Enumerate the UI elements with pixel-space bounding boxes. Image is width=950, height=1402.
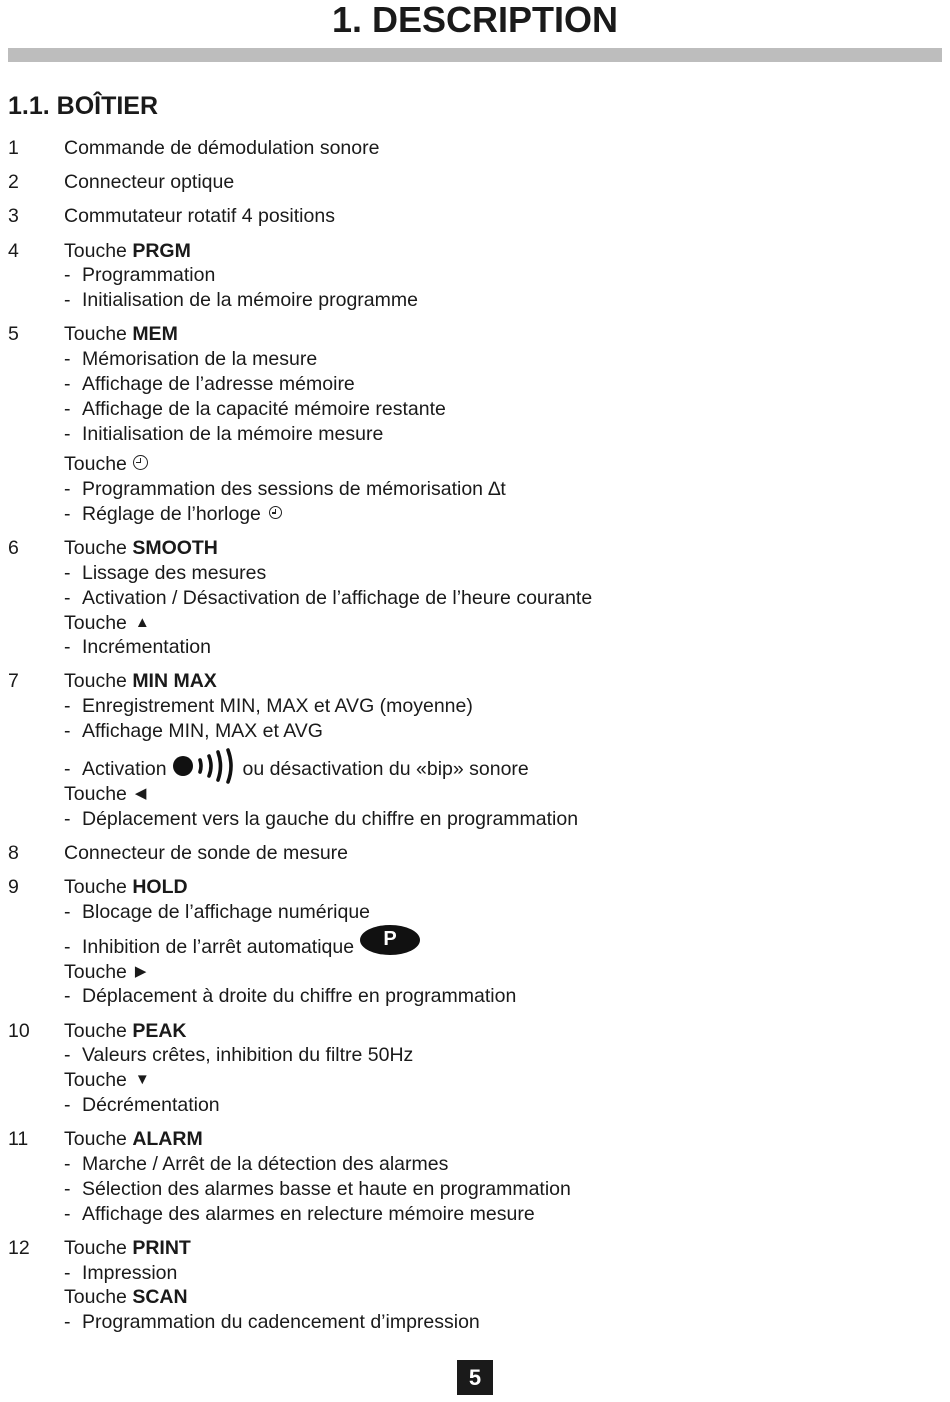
item-number: 1	[8, 137, 19, 159]
page-title: 1. DESCRIPTION	[331, 0, 619, 40]
item-heading: Touche PEAK	[64, 1019, 187, 1042]
item-text: Commutateur rotatif 4 positions	[64, 205, 335, 228]
list-item	[8, 669, 938, 831]
sub-item: - Lissage des mesures	[64, 561, 267, 584]
key-name: SMOOTH	[132, 537, 218, 560]
list-item	[8, 204, 938, 229]
clock-icon	[269, 506, 282, 519]
sub-item: - Réglage de l’horloge	[64, 502, 282, 527]
key-name: HOLD	[132, 876, 188, 899]
sub-item: - Marche / Arrêt de la détection des alarmes	[64, 1153, 449, 1175]
list-item	[8, 239, 938, 313]
sub-item: - Décrémentation	[64, 1094, 220, 1117]
list-item	[8, 322, 938, 526]
list-item	[8, 875, 938, 1009]
title-divider	[8, 48, 942, 62]
item-heading: Touche	[64, 452, 148, 477]
sub-item: - Programmation	[64, 264, 216, 287]
sub-item: - Initialisation de la mémoire mesure	[64, 422, 384, 445]
triangle-right-icon: ▶	[134, 962, 147, 980]
clock-icon	[133, 455, 148, 470]
sub-item: - Activation / Désactivation de l’affichage de l’heure courante	[64, 586, 593, 609]
item-heading: Touche SCAN	[64, 1286, 188, 1309]
list-item	[8, 1236, 938, 1335]
component-list	[8, 136, 938, 1335]
item-heading: Touche SMOOTH	[64, 537, 218, 560]
triangle-down-icon: ▼	[134, 1071, 150, 1089]
sub-item: - Affichage des alarmes en relecture mémoire mesure	[64, 1202, 535, 1225]
triangle-left-icon: ◀	[134, 784, 147, 802]
item-heading: Touche ◀	[64, 782, 147, 805]
item-heading: Touche ALARM	[64, 1128, 203, 1151]
item-heading: Touche HOLD	[64, 876, 188, 899]
sub-item: - Sélection des alarmes basse et haute en programmation	[64, 1177, 571, 1200]
item-text: Connecteur optique	[64, 171, 235, 194]
sub-item: - Affichage de l’adresse mémoire	[64, 372, 355, 395]
item-heading: Touche ▶	[64, 960, 147, 983]
key-name: MIN MAX	[132, 670, 217, 693]
sub-item: - Mémorisation de la mesure	[64, 348, 318, 371]
item-number: 2	[8, 171, 19, 194]
sub-item: - Valeurs crêtes, inhibition du filtre 50Hz	[64, 1044, 414, 1067]
sub-item: - Affichage MIN, MAX et AVG	[64, 720, 323, 743]
item-number: 3	[8, 205, 19, 228]
item-number: 8	[8, 841, 19, 864]
list-item	[8, 841, 938, 866]
sub-item: - Incrémentation	[64, 636, 211, 659]
item-number: 10	[8, 1019, 30, 1042]
sub-item: - Initialisation de la mémoire programme	[64, 289, 418, 312]
list-item	[8, 136, 938, 161]
p-badge-icon: P	[360, 925, 420, 955]
list-item	[8, 1127, 938, 1226]
key-name: PEAK	[132, 1019, 187, 1042]
key-name: SCAN	[132, 1286, 188, 1309]
sub-item: - Impression	[64, 1261, 178, 1284]
sub-item: - Programmation des sessions de mémorisation ∆t	[64, 478, 506, 501]
item-number: 6	[8, 537, 19, 560]
item-heading: Touche PRINT	[64, 1236, 191, 1259]
sub-item: - Déplacement vers la gauche du chiffre en programmation	[64, 807, 579, 830]
key-name: PRINT	[132, 1236, 191, 1259]
item-heading: Touche MIN MAX	[64, 670, 217, 693]
page-number: 5	[457, 1360, 493, 1395]
list-item	[8, 536, 938, 660]
sub-item: - Affichage de la capacité mémoire restante	[64, 397, 446, 420]
key-name: ALARM	[132, 1128, 203, 1151]
list-item	[8, 170, 938, 195]
key-name: MEM	[132, 323, 178, 346]
item-heading: Touche ▲	[64, 611, 150, 634]
sub-item: - Activation ou désactivation du «bip» sonore	[64, 744, 529, 794]
section-title: 1.1. BOÎTIER	[8, 92, 159, 120]
item-number: 9	[8, 876, 19, 899]
sub-item: - Déplacement à droite du chiffre en programmation	[64, 985, 517, 1008]
list-item	[8, 1019, 938, 1118]
key-name: PRGM	[132, 239, 191, 262]
sub-item: - Enregistrement MIN, MAX et AVG (moyenne)	[64, 695, 473, 718]
item-number: 12	[8, 1236, 30, 1259]
item-heading: Touche ▼	[64, 1069, 150, 1092]
item-number: 11	[8, 1128, 29, 1151]
sub-item: - Blocage de l’affichage numérique	[64, 900, 371, 923]
item-number: 5	[8, 323, 19, 346]
item-number: 7	[8, 670, 19, 693]
sub-item: - Programmation du cadencement d’impression	[64, 1311, 480, 1334]
item-heading: Touche MEM	[64, 323, 178, 346]
sub-item: - Inhibition de l’arrêt automatique P	[64, 925, 420, 970]
item-number: 4	[8, 239, 19, 262]
item-text: Connecteur de sonde de mesure	[64, 841, 349, 864]
item-text: Commande de démodulation sonore	[64, 137, 380, 159]
beep-sound-icon	[173, 748, 239, 784]
triangle-up-icon: ▲	[134, 613, 150, 631]
item-heading: Touche PRGM	[64, 239, 191, 262]
